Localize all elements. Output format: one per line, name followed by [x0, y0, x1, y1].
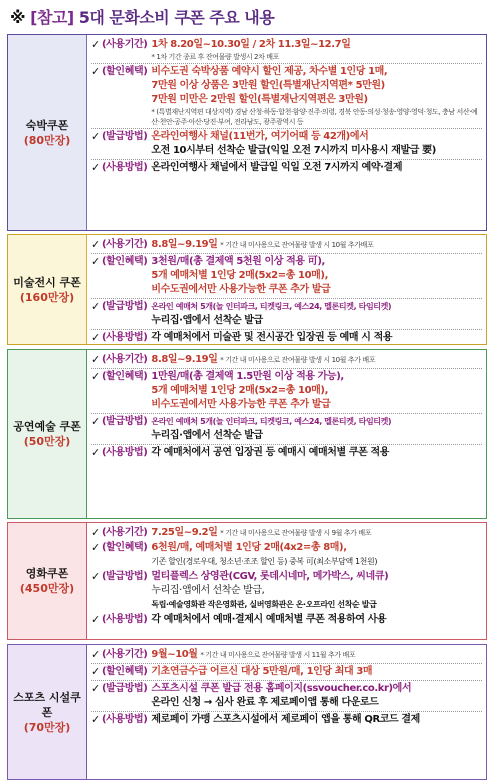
- issue-line: 오전 10시부터 선착순 발급(익일 오전 7시까지 미사용시 재발급 要): [151, 145, 436, 156]
- issue-line: 온라인여행사 채널(11번가, 여기어때 등 42개)에서: [151, 131, 369, 142]
- row-key: (발급방법): [102, 131, 148, 142]
- usage-value: 제로페이 가맹 스포츠시설에서 제로페이 앱을 통해 QR코드 결제: [151, 714, 420, 725]
- issue-line: 누리집·앱에서 선착순 발급: [151, 315, 263, 326]
- section-name: 스포츠 시설쿠폰: [13, 690, 81, 719]
- period-value: 1차 8.20일~10.30일 / 2차 11.3일~12.7일: [151, 39, 351, 50]
- period-value: 7.25일~9.2일: [151, 527, 218, 538]
- section-name: 공연예술 쿠폰: [13, 420, 81, 433]
- period-note: * 기간 내 미사용으로 잔여물량 발생 시 10월 추가 배포: [220, 356, 376, 364]
- row-key: (사용방법): [102, 714, 148, 725]
- period-value: 8.8일~9.19일: [151, 354, 218, 365]
- benefit-line: 7만원 이상 상품은 3만원 할인(특별재난지역편* 5만원): [151, 80, 385, 91]
- period-value: 9월~10월: [151, 649, 198, 660]
- section-performance: [7, 349, 487, 519]
- section-label: [8, 350, 87, 518]
- check-icon: ✓: [91, 353, 100, 366]
- title-tag: [참고]: [30, 8, 74, 27]
- benefit-line: 3천원/매(총 결제액 5천원 이상 적용 可),: [151, 256, 325, 267]
- benefit-line: 7만원 미만은 2만원 할인(특별재난지역편은 3만원): [151, 94, 368, 105]
- row-key: (할인혜택): [102, 66, 148, 77]
- row-period: [91, 526, 482, 540]
- row-key: (발급방법): [102, 416, 148, 427]
- benefit-line: 5개 예매처별 1인당 2매(5x2=총 10매),: [151, 385, 328, 396]
- row-key: (사용기간): [102, 239, 148, 250]
- period-note: * 기간 내 미사용으로 잔여물량 발생 시 9월 추가 배포: [220, 529, 372, 537]
- check-icon: ✓: [91, 613, 100, 626]
- row-key: (발급방법): [102, 571, 148, 582]
- section-count: (50만장): [23, 435, 71, 448]
- section-count: (70만장): [23, 720, 71, 734]
- usage-value: 각 예매처에서 미술관 및 전시공간 입장권 등 예매 시 적용: [151, 332, 393, 343]
- check-icon: ✓: [91, 38, 100, 51]
- section-content: [87, 523, 486, 639]
- benefit-line: 기존 할인(경로우대, 청소년·조조 할인 등) 중복 可(최소부담액 1천원): [151, 557, 378, 566]
- section-name: 영화쿠폰: [25, 567, 69, 580]
- benefit-line: 기초연금수급 어르신 대상 5만원/매, 1인당 최대 3매: [151, 666, 373, 677]
- row-key: (할인혜택): [102, 666, 148, 677]
- row-benefit: [91, 541, 482, 569]
- usage-value: 각 예매처에서 예매·결제시 예매처별 쿠폰 적용하여 사용: [151, 614, 387, 625]
- row-key: (할인혜택): [102, 371, 148, 382]
- check-icon: ✓: [91, 526, 100, 539]
- check-icon: ✓: [91, 300, 100, 313]
- row-key: (할인혜택): [102, 256, 148, 267]
- section-label: [8, 235, 87, 344]
- check-icon: ✓: [91, 713, 100, 726]
- section-label: [8, 35, 87, 230]
- section-lodging: [7, 34, 487, 231]
- benefit-line: 1만원/매(총 결제액 1.5만원 이상 적용 가능),: [151, 371, 344, 382]
- issue-line: 멀티플렉스 상영관(CGV, 롯데시네마, 메가박스, 씨네큐): [151, 571, 389, 582]
- check-icon: ✓: [91, 541, 100, 554]
- row-key: (사용기간): [102, 39, 148, 50]
- section-content: [87, 645, 486, 779]
- row-period: [91, 648, 482, 662]
- check-icon: ✓: [91, 648, 100, 661]
- check-icon: ✓: [91, 238, 100, 251]
- issue-line: 온라인 신청 → 심사 완료 후 제로페이앱 통해 다운로드: [151, 697, 379, 708]
- row-issue: [91, 300, 482, 328]
- row-key: (사용기간): [102, 354, 148, 365]
- row-benefit: [91, 665, 482, 679]
- check-icon: ✓: [91, 570, 100, 583]
- section-content: [87, 350, 486, 518]
- row-issue: [91, 130, 482, 158]
- row-period: [91, 38, 482, 62]
- period-note: * 기간 내 미사용으로 잔여물량 발생 시 11월 추가 배포: [200, 651, 356, 659]
- check-icon: ✓: [91, 255, 100, 268]
- section-content: [87, 35, 486, 230]
- benefit-line: 6천원/매, 예매처별 1인당 2매(4x2=총 8매),: [151, 542, 347, 553]
- title-symbol: ※: [10, 8, 26, 27]
- check-icon: ✓: [91, 370, 100, 383]
- row-key: (사용방법): [102, 614, 148, 625]
- check-icon: ✓: [91, 161, 100, 174]
- row-issue: [91, 415, 482, 443]
- benefit-line: 비수도권 숙박상품 예약시 할인 제공, 차수별 1인당 1매,: [151, 66, 388, 77]
- benefit-line: 비수도권에서만 사용가능한 쿠폰 추가 발급: [151, 399, 331, 410]
- check-icon: ✓: [91, 665, 100, 678]
- benefit-line: 5개 예매처별 1인당 2매(5x2=총 10매),: [151, 270, 328, 281]
- page-title: [10, 6, 490, 30]
- issue-line: 온라인 예매처 5개(놀 인터파크, 티켓링크, 예스24, 멜론티켓, 타임티켓): [151, 417, 392, 426]
- section-sports: [7, 644, 487, 780]
- row-benefit: [91, 370, 482, 412]
- row-usage: [91, 331, 482, 344]
- usage-value: 온라인여행사 채널에서 발급일 익일 오전 7시까지 예약·결제: [151, 162, 403, 173]
- row-key: (발급방법): [102, 301, 148, 312]
- check-icon: ✓: [91, 65, 100, 78]
- title-main: 5대 문화소비 쿠폰 주요 내용: [78, 8, 275, 27]
- row-key: (발급방법): [102, 683, 148, 694]
- row-period: [91, 238, 482, 252]
- section-name: 숙박쿠폰: [25, 118, 69, 132]
- check-icon: ✓: [91, 415, 100, 428]
- section-count: (80만장): [23, 133, 71, 147]
- benefit-note: * (특별재난지역편 대상지역) 경남 산청·하동·합천·함양·진주·의령, 경북 안동·의성·청송·영양·영덕·청도, 충남 서산·예산·천안·공주·아산·당진·부여, 전라남도, 광주광역시 등: [151, 108, 478, 126]
- row-issue: [91, 682, 482, 710]
- row-key: (사용기간): [102, 527, 148, 538]
- section-content: [87, 235, 486, 344]
- period-value: 8.8일~9.19일: [151, 239, 218, 250]
- row-usage: [91, 713, 482, 727]
- row-key: (사용기간): [102, 649, 148, 660]
- check-icon: ✓: [91, 446, 100, 459]
- check-icon: ✓: [91, 331, 100, 344]
- row-usage: [91, 613, 482, 627]
- row-key: (할인혜택): [102, 542, 148, 553]
- section-count: (160만장): [19, 290, 75, 304]
- row-key: (사용방법): [102, 162, 148, 173]
- issue-line: 누리집·앱에서 선착순 발급,: [151, 585, 265, 596]
- row-issue: [91, 570, 482, 612]
- check-icon: ✓: [91, 130, 100, 143]
- section-count: (450만장): [19, 582, 75, 595]
- row-usage: [91, 446, 482, 460]
- row-usage: [91, 161, 482, 175]
- section-art: [7, 234, 487, 345]
- section-name: 미술전시 쿠폰: [13, 275, 81, 289]
- row-benefit: [91, 65, 482, 127]
- period-note: * 기간 내 미사용으로 잔여물량 발생 시 10월 추가배포: [220, 241, 374, 249]
- row-period: [91, 353, 482, 367]
- section-label: [8, 645, 87, 779]
- period-note: * 1차 기간 종료 후 잔여물량 발생시 2차 배포: [151, 53, 279, 61]
- usage-value: 각 예매처에서 공연 입장권 등 예매시 예매처별 쿠폰 적용: [151, 447, 390, 458]
- check-icon: ✓: [91, 682, 100, 695]
- section-label: [8, 523, 87, 639]
- row-key: (사용방법): [102, 447, 148, 458]
- row-benefit: [91, 255, 482, 297]
- row-key: (사용방법): [102, 332, 148, 343]
- issue-line: 독립·예술영화관 작은영화관, 실버영화관은 온·오프라인 선착순 발급: [151, 600, 377, 609]
- issue-line: 스포츠시설 쿠폰 발급 전용 홈페이지(ssvoucher.co.kr)에서: [151, 683, 412, 694]
- section-movie: [7, 522, 487, 640]
- issue-line: 누리집·앱에서 선착순 발급: [151, 430, 263, 441]
- benefit-line: 비수도권에서만 사용가능한 쿠폰 추가 발급: [151, 284, 331, 295]
- issue-line: 온라인 예매처 5개(놀 인터파크, 티켓링크, 예스24, 멜론티켓, 타임티켓): [151, 302, 392, 311]
